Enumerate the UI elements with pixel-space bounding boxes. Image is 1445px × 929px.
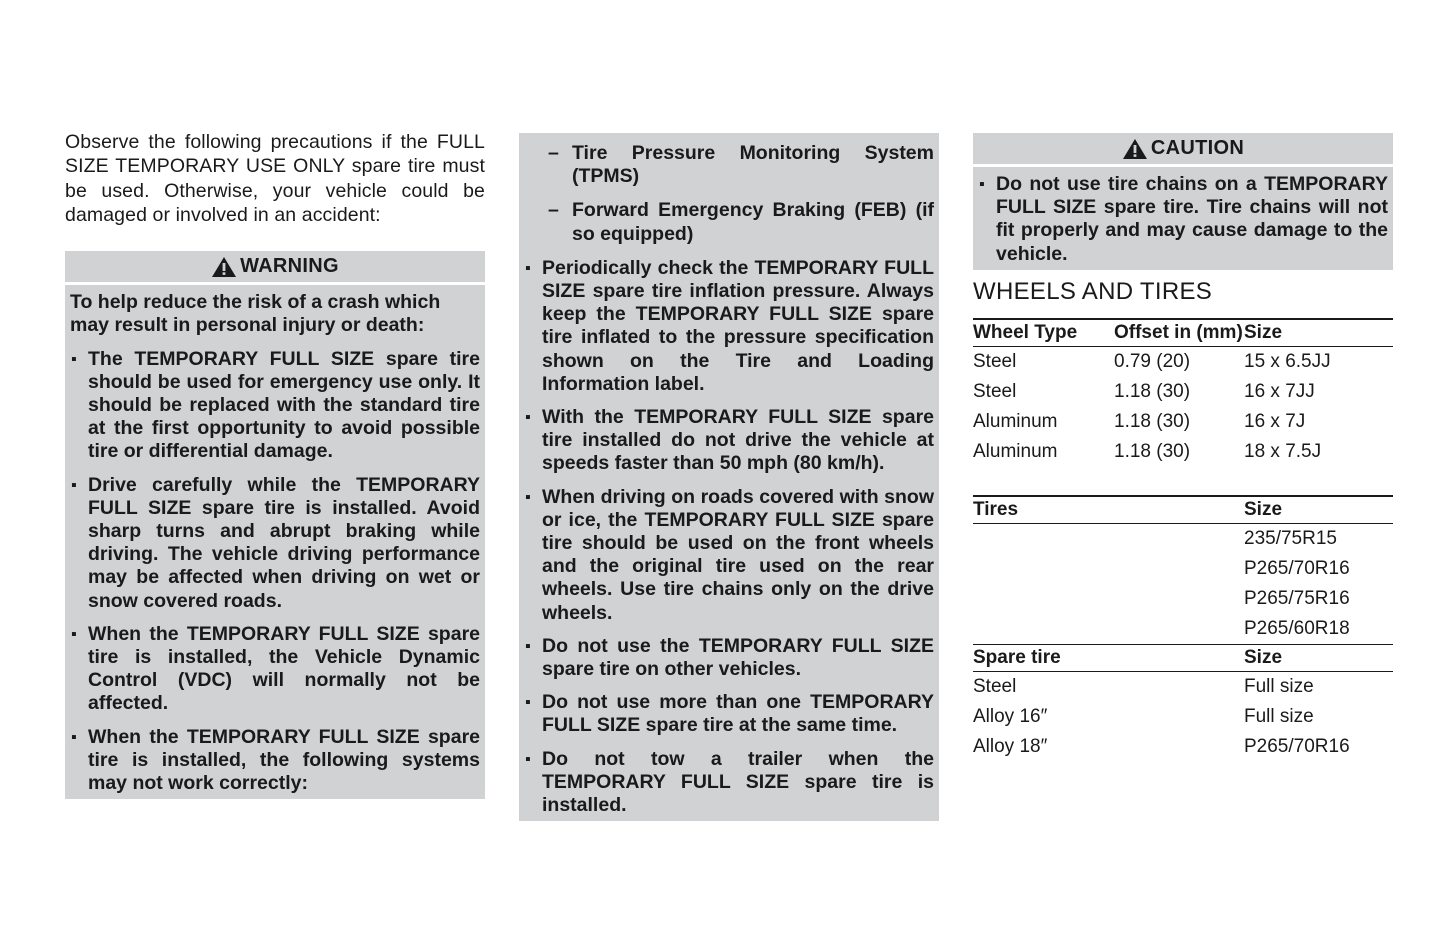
list-item: ▪ When driving on roads covered with snow or ice, the TEMPORARY FULL SIZE spare tire should be used on the front wheels and the original tire used on the rear wheels. Use tire chains only on the drive wheels. <box>525 485 934 624</box>
bullet-icon: ▪ <box>525 694 531 712</box>
table-header-row <box>973 496 1393 524</box>
caution-title: CAUTION <box>1150 137 1245 159</box>
bullet-icon: ▪ <box>525 259 531 277</box>
right-column <box>973 133 1393 762</box>
warning-continued-box <box>519 133 939 821</box>
warning-box <box>65 251 485 799</box>
intro-paragraph: Observe the following precautions if the FULL SIZE TEMPORARY USE ONLY spare tire must be used. Otherwise, your vehicle could be damaged or involved in an accident: <box>65 131 485 226</box>
table-row: Steel 0.79 (20) 15 x 6.5JJ <box>973 350 1331 372</box>
table-row: P265/70R16 <box>1244 557 1350 579</box>
bullet-icon: ▪ <box>525 488 531 506</box>
bullet-icon: ▪ <box>71 350 77 368</box>
list-item: ▪ With the TEMPORARY FULL SIZE spare tire installed do not drive the vehicle at speeds faster than 50 mph (80 km/h). <box>525 406 934 475</box>
warning-lead: To help reduce the risk of a crash which may result in personal injury or death: <box>70 291 441 337</box>
list-item: ▪ Do not use tire chains on a TEMPORARY FULL SIZE spare tire. Tire chains will not fit properly and may cause damage to the vehicle. <box>979 173 1388 265</box>
warning-header <box>65 251 485 285</box>
section-title: WHEELS AND TIRES <box>973 277 1213 305</box>
middle-column <box>519 133 939 821</box>
table-header-row <box>973 319 1393 347</box>
table-row: Aluminum 1.18 (30) 16 x 7J <box>973 410 1306 432</box>
bullet-icon: ▪ <box>71 728 77 746</box>
table-row: Steel 1.18 (30) 16 x 7JJ <box>973 380 1315 402</box>
warning-triangle-icon <box>211 256 237 278</box>
table-row: Aluminum 1.18 (30) 18 x 7.5J <box>973 440 1322 462</box>
column-header: Spare tire <box>973 644 1114 671</box>
list-item: ▪ Drive carefully while the TEMPORARY FULL SIZE spare tire is installed. Avoid sharp turns and abrupt braking while driving. The vehicle driving performance may be affected when driving on wet or snow covered roads. <box>71 473 480 612</box>
list-item: ▪ Do not tow a trailer when the TEMPORARY FULL SIZE spare tire is installed. <box>525 747 934 817</box>
table-row: Alloy 16″ Full size <box>973 705 1314 727</box>
column-header: Size <box>1244 644 1393 671</box>
table-row: Steel Full size <box>973 675 1314 697</box>
tires-table <box>973 495 1393 644</box>
column-header <box>1114 644 1244 671</box>
column-header: Offset in (mm) <box>1114 319 1244 347</box>
bullet-icon: ▪ <box>71 625 77 643</box>
bullet-icon: ▪ <box>525 637 531 655</box>
wheels-table <box>973 318 1393 467</box>
column-header: Size <box>1244 496 1393 524</box>
list-item: – Forward Emergency Braking (FEB) (if so equipped) <box>548 199 934 245</box>
table-row: 235/75R15 <box>1244 527 1337 549</box>
column-header: Tires <box>973 496 1114 524</box>
left-column <box>65 130 485 799</box>
list-item: ▪ The TEMPORARY FULL SIZE spare tire should be used for emergency use only. It should be replaced with the standard tire at the first opportunity to avoid possible tire or differential damage. <box>71 347 480 463</box>
list-item: ▪ When the TEMPORARY FULL SIZE spare tire is installed, the Vehicle Dynamic Control (VDC) will normally not be affected. <box>71 622 480 715</box>
caution-header <box>973 133 1393 167</box>
caution-box <box>973 133 1393 270</box>
table-row: Alloy 18″ P265/70R16 <box>973 735 1350 757</box>
bullet-icon: ▪ <box>979 176 985 193</box>
list-item: ▪ Do not use the TEMPORARY FULL SIZE spare tire on other vehicles. <box>525 634 934 681</box>
bullet-icon: ▪ <box>525 409 531 427</box>
column-header <box>1114 496 1244 524</box>
list-item: ▪ Do not use more than one TEMPORARY FULL SIZE spare tire at the same time. <box>525 691 934 737</box>
affected-systems-list <box>524 142 934 246</box>
list-item: ▪ Periodically check the TEMPORARY FULL SIZE spare tire inflation pressure. Always keep the TEMPORARY FULL SIZE spare tire inflated to the pressure specification shown on the Tire and Loading Information label. <box>525 256 934 395</box>
bullet-icon: ▪ <box>71 476 77 494</box>
list-item: ▪ When the TEMPORARY FULL SIZE spare tire is installed, the following systems may not work correctly: <box>71 725 480 795</box>
bullet-icon: ▪ <box>525 750 531 768</box>
warning-triangle-icon <box>1122 138 1148 160</box>
caution-list <box>978 173 1388 266</box>
column-header: Size <box>1244 319 1393 347</box>
table-header-row <box>973 644 1393 671</box>
table-row: P265/60R18 <box>1244 617 1350 639</box>
warning-title: WARNING <box>240 255 339 278</box>
warning-list-continued <box>524 257 934 817</box>
spare-tire-table <box>973 644 1393 762</box>
table-row: P265/75R16 <box>1244 587 1350 609</box>
warning-list <box>70 348 480 798</box>
column-header: Wheel Type <box>973 319 1114 347</box>
list-item: – Tire Pressure Monitoring System (TPMS) <box>548 142 934 188</box>
